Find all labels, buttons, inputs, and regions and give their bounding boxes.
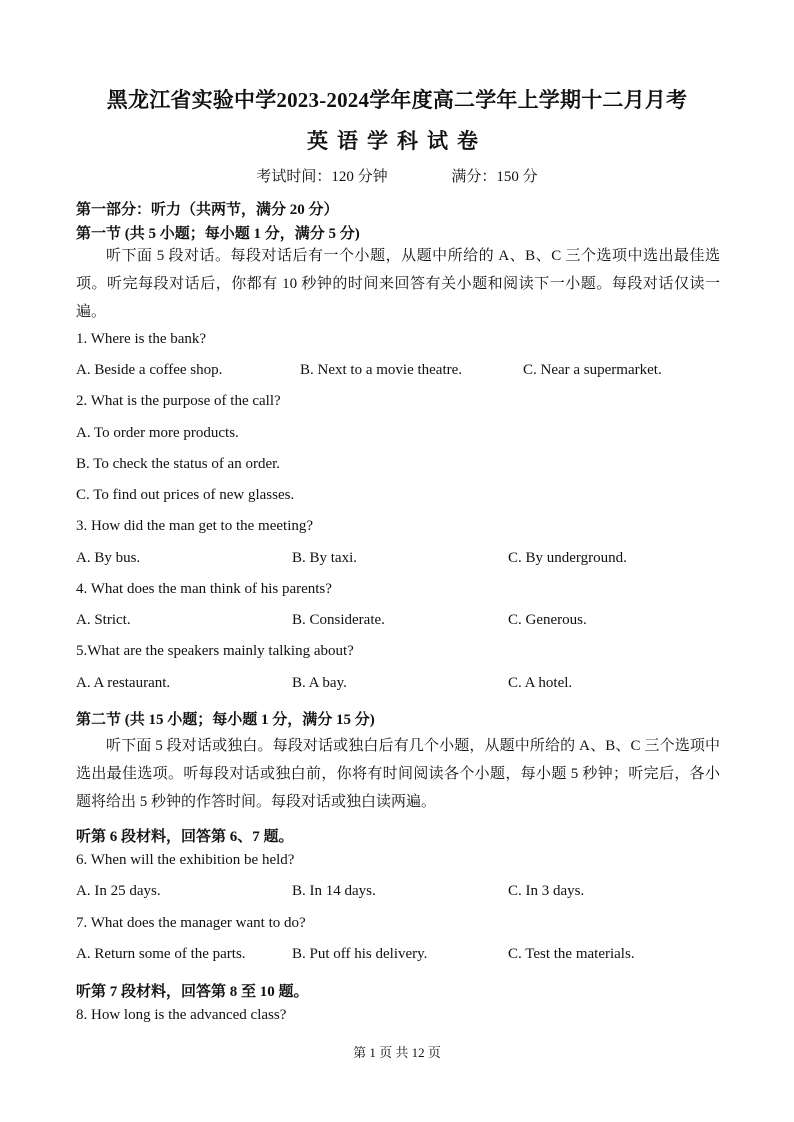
option-c: C. Generous. xyxy=(508,612,587,628)
option-c: C. In 3 days. xyxy=(508,883,585,899)
exam-meta xyxy=(0,165,794,186)
option-a: A. Strict. xyxy=(76,612,131,628)
group-heading: 听第 7 段材料，回答第 8 至 10 题。 xyxy=(76,984,309,1000)
option-a: A. In 25 days. xyxy=(76,883,161,899)
question-stem: 2. What is the purpose of the call? xyxy=(76,393,281,409)
full-score: 满分：150 分 xyxy=(451,169,538,185)
option-b: B. By taxi. xyxy=(292,550,358,566)
exam-time: 考试时间：120 分钟 xyxy=(256,169,388,185)
option-c: C. To find out prices of new glasses. xyxy=(76,487,295,503)
section2-heading: 第二节 (共 15 小题；每小题 1 分，满分 15 分) xyxy=(76,712,375,728)
question-stem: 4. What does the man think of his parents? xyxy=(76,581,332,597)
option-c: C. Near a supermarket. xyxy=(523,362,662,378)
option-a: A. By bus. xyxy=(76,550,141,566)
exam-title: 黑龙江省实验中学2023-2024学年度高二学年上学期十二月月考 xyxy=(106,88,688,112)
question-stem: 6. When will the exhibition be held? xyxy=(76,852,295,868)
question-stem: 3. How did the man get to the meeting? xyxy=(76,518,314,534)
question-stem: 1. Where is the bank? xyxy=(76,331,207,347)
page-footer: 第 1 页 共 12 页 xyxy=(353,1045,441,1060)
section2-instructions: 听下面 5 段对话或独白。每段对话或独白后有几个小题，从题中所给的 A、B、C 三个选项中选出最佳选项。听每段对话或独白前，你将有时间阅读各个小题，每小题 5 秒钟；听完后，各小题将给出 5 秒钟的作答时间。每段对话或独白读两遍。 xyxy=(76,738,720,810)
option-a: A. Return some of the parts. xyxy=(76,946,246,962)
option-b: B. A bay. xyxy=(292,675,347,691)
question-stem: 8. How long is the advanced class? xyxy=(76,1007,287,1023)
option-a: A. A restaurant. xyxy=(76,675,171,691)
question-stem: 7. What does the manager want to do? xyxy=(76,915,306,931)
part1-heading: 第一部分：听力（共两节，满分 20 分） xyxy=(76,202,339,218)
section1-instructions: 听下面 5 段对话。每段对话后有一个小题，从题中所给的 A、B、C 三个选项中选出最佳选项。听完每段对话后，你都有 10 秒钟的时间来回答有关小题和阅读下一小题。每段对话仅读一遍。 xyxy=(76,248,720,320)
option-b: B. Considerate. xyxy=(292,612,385,628)
section1-heading: 第一节 (共 5 小题；每小题 1 分，满分 5 分) xyxy=(76,226,360,242)
option-b: B. Next to a movie theatre. xyxy=(300,362,463,378)
option-b: B. Put off his delivery. xyxy=(292,946,428,962)
group-heading: 听第 6 段材料，回答第 6、7 题。 xyxy=(76,829,294,845)
option-c: C. A hotel. xyxy=(508,675,573,691)
option-a: A. Beside a coffee shop. xyxy=(76,362,223,378)
option-c: C. Test the materials. xyxy=(508,946,635,962)
option-b: B. In 14 days. xyxy=(292,883,376,899)
option-c: C. By underground. xyxy=(508,550,627,566)
question-stem: 5.What are the speakers mainly talking about? xyxy=(76,643,354,659)
option-b: B. To check the status of an order. xyxy=(76,456,281,472)
exam-subtitle: 英语学科试卷 xyxy=(307,129,487,153)
option-a: A. To order more products. xyxy=(76,425,239,441)
